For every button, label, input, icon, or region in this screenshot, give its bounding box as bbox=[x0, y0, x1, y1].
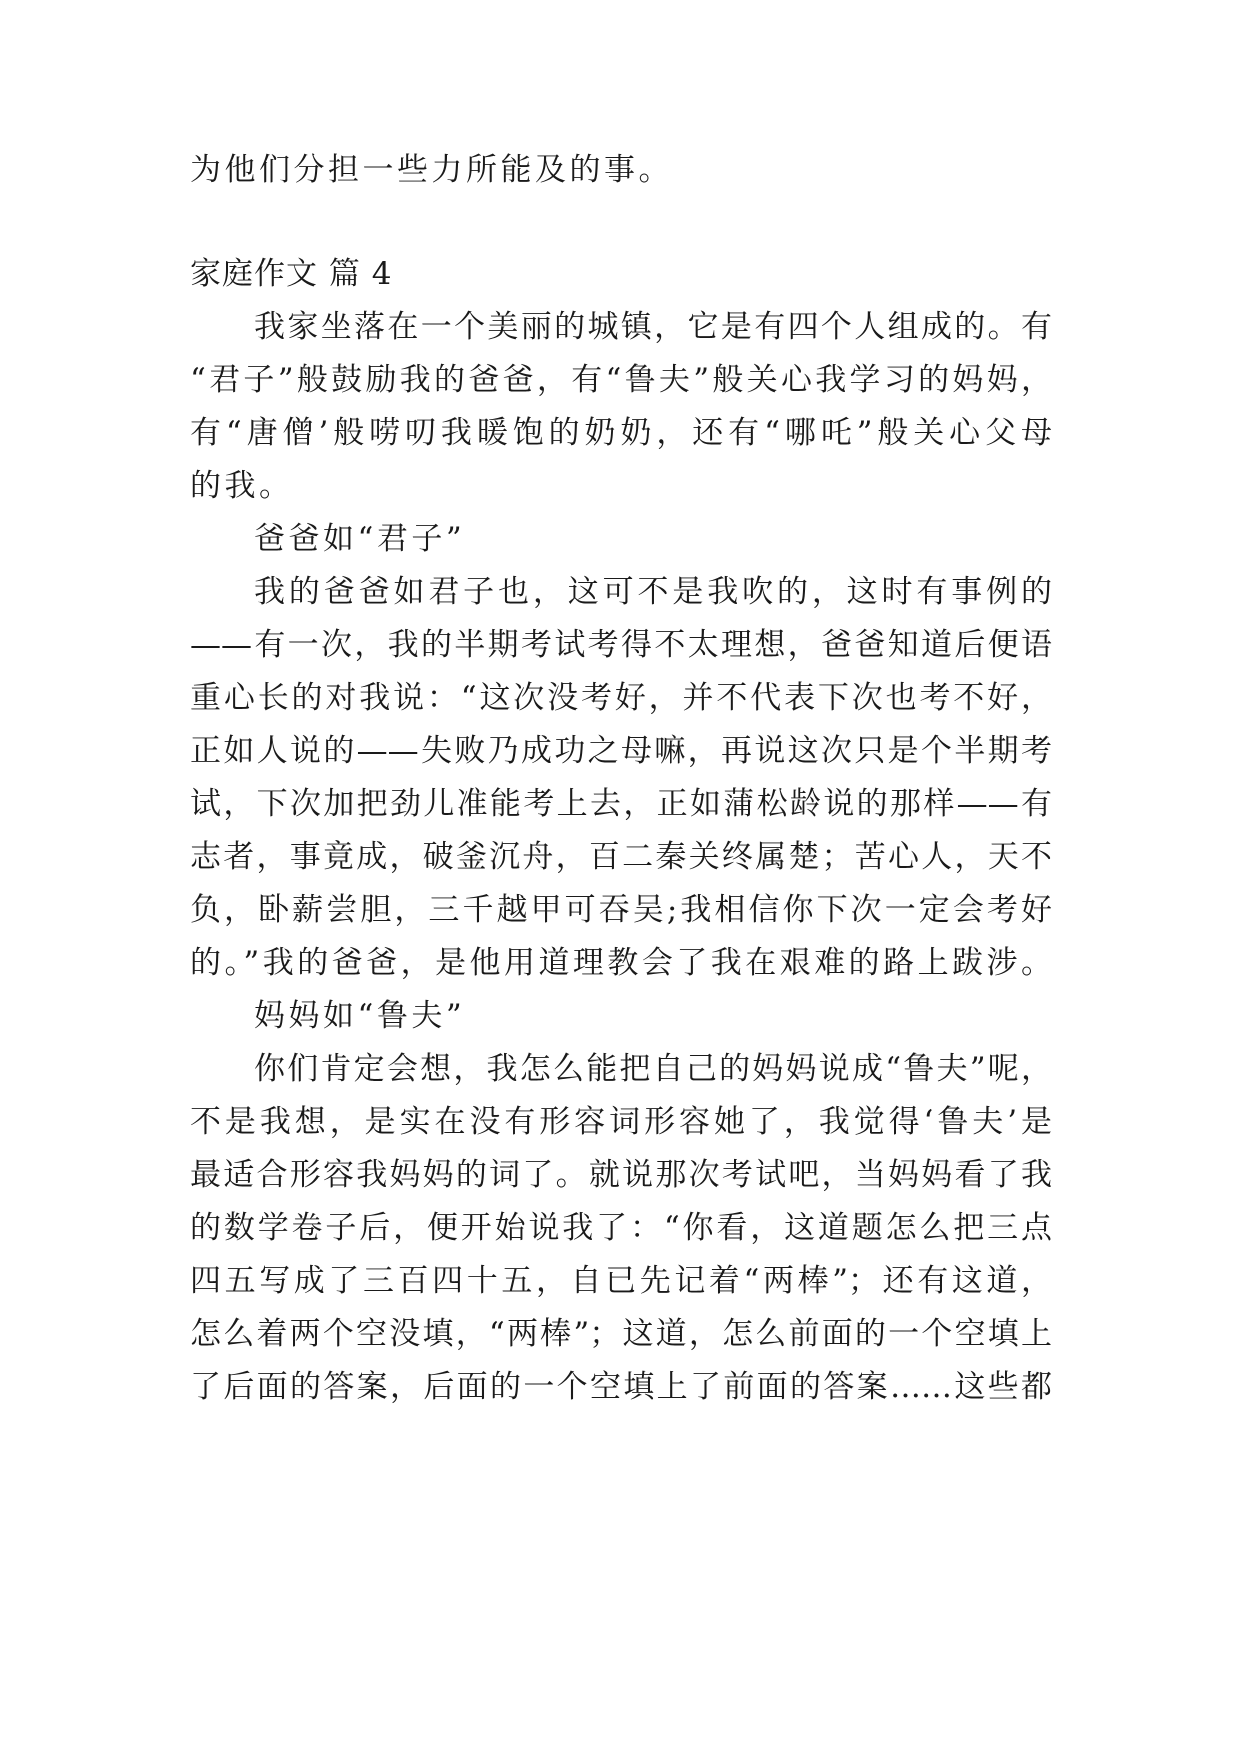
paragraph-line: 不是我想，是实在没有形容词形容她了，我觉得‘鲁夫’是 bbox=[190, 1104, 1052, 1140]
section-heading: 家庭作文 篇 4 bbox=[190, 256, 393, 292]
paragraph-line: 试，下次加把劲儿准能考上去，正如蒲松龄说的那样——有 bbox=[190, 786, 1052, 822]
paragraph-line: 你们肯定会想，我怎么能把自己的妈妈说成“鲁夫”呢， bbox=[254, 1051, 1052, 1087]
paragraph-line: 四五写成了三百四十五，自已先记着“两棒”；还有这道， bbox=[190, 1263, 1052, 1299]
paragraph-line: 的我。 bbox=[190, 468, 294, 504]
paragraph-line: 志者，事竟成，破釜沉舟，百二秦关终属楚；苦心人，天不 bbox=[190, 839, 1052, 875]
paragraph-line: 了后面的答案，后面的一个空填上了前面的答案……这些都 bbox=[190, 1369, 1052, 1405]
paragraph-line: 重心长的对我说：“这次没考好，并不代表下次也考不好， bbox=[190, 680, 1052, 716]
paragraph-line: 的。”我的爸爸，是他用道理教会了我在艰难的路上跋涉。 bbox=[190, 945, 1052, 981]
paragraph-line: 我的爸爸如君子也，这可不是我吹的，这时有事例的 bbox=[254, 574, 1052, 610]
paragraph-line: 最适合形容我妈妈的词了。就说那次考试吧，当妈妈看了我 bbox=[190, 1157, 1052, 1193]
paragraph-line: “君子”般鼓励我的爸爸，有“鲁夫”般关心我学习的妈妈， bbox=[190, 362, 1052, 398]
paragraph-line: 我家坐落在一个美丽的城镇，它是有四个人组成的。有 bbox=[254, 309, 1052, 345]
subheading-mom: 妈妈如“鲁夫” bbox=[254, 998, 466, 1034]
paragraph-line-ending: 为他们分担一些力所能及的事。 bbox=[190, 152, 673, 188]
paragraph-line: 怎么着两个空没填，“两棒”；这道，怎么前面的一个空填上 bbox=[190, 1316, 1052, 1352]
paragraph-line: 的数学卷子后，便开始说我了：“你看，这道题怎么把三点 bbox=[190, 1210, 1052, 1246]
paragraph-line: 负，卧薪尝胆，三千越甲可吞吴;我相信你下次一定会考好 bbox=[190, 892, 1052, 928]
paragraph-line: ——有一次，我的半期考试考得不太理想，爸爸知道后便语 bbox=[190, 627, 1052, 663]
subheading-dad: 爸爸如“君子” bbox=[254, 521, 466, 557]
paragraph-line: 正如人说的——失败乃成功之母嘛，再说这次只是个半期考 bbox=[190, 733, 1052, 769]
paragraph-line: 有“唐僧’般唠叨我暖饱的奶奶，还有“哪吒”般关心父母 bbox=[190, 415, 1052, 451]
